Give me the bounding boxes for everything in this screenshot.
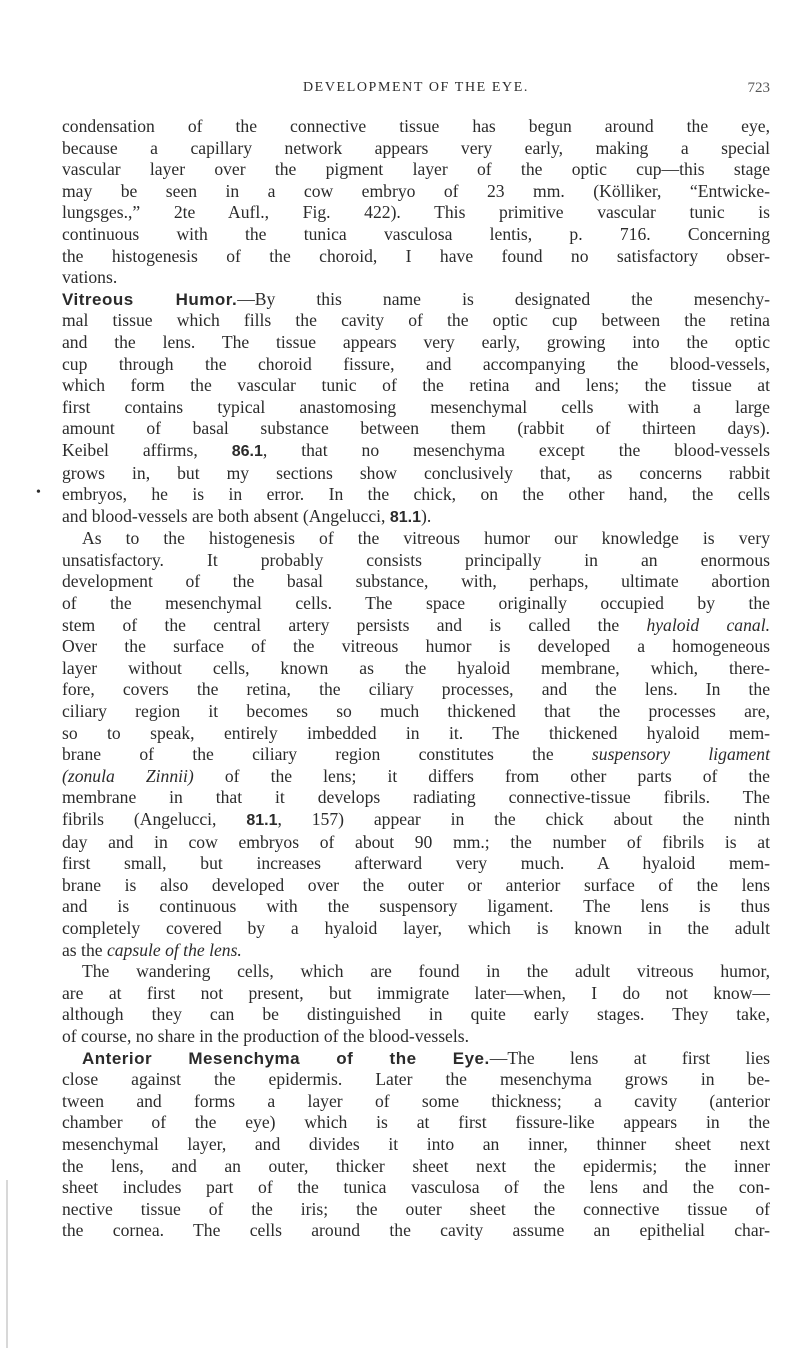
text-line: the cornea. The cells around the cavity assume an epithelial char- bbox=[62, 1220, 770, 1241]
book-page bbox=[62, 0, 770, 1242]
text-line: development of the basal substance, with, perhaps, ultimate abortion bbox=[62, 571, 770, 592]
text-line: mesenchymal layer, and divides it into an inner, thinner sheet next bbox=[62, 1133, 770, 1154]
text-line: and the lens. The tissue appears very early, growing into the optic bbox=[62, 331, 770, 352]
text-line: Vitreous Humor.—By this name is designated the mesenchy- bbox=[62, 288, 770, 309]
text-line: and blood-vessels are both absent (Angelucci, 81.1). bbox=[62, 505, 432, 526]
italic-term: suspensory ligament bbox=[591, 744, 770, 765]
paragraph-histogenesis bbox=[62, 528, 770, 961]
section-anterior-mesenchyma bbox=[62, 1048, 770, 1242]
text-line: cup through the choroid fissure, and accompanying the blood-vessels, bbox=[62, 353, 770, 374]
text-line: vascular layer over the pigment layer of the optic cup—this stage bbox=[62, 159, 770, 180]
paragraph-1 bbox=[62, 116, 770, 289]
text-line: fibrils (Angelucci, 81.1, 157) appear in the chick about the ninth bbox=[62, 809, 770, 829]
text-line: of the mesenchymal cells. The space originally occupied by the bbox=[62, 593, 770, 614]
text-line: condensation of the connective tissue has begun around the eye, bbox=[62, 116, 770, 136]
text-line: stem of the central artery persists and is called the hyaloid canal. bbox=[62, 614, 770, 635]
italic-term: hyaloid canal. bbox=[646, 614, 770, 635]
section-heading: Vitreous Humor. bbox=[62, 289, 238, 309]
text-line: brane is also developed over the outer or anterior surface of the lens bbox=[62, 874, 770, 895]
reference: 86.1 bbox=[231, 442, 263, 460]
text-line: so to speak, entirely imbedded in it. The thickened hyaloid mem- bbox=[62, 722, 770, 743]
section-heading: Anterior Mesenchyma of the Eye. bbox=[82, 1048, 490, 1068]
text-line: because a capillary network appears very early, making a special bbox=[62, 137, 770, 158]
text-line: of course, no share in the production of the blood-vessels. bbox=[62, 1025, 470, 1046]
page-header bbox=[62, 80, 770, 108]
text-line: close against the epidermis. Later the mesenchyma grows in be- bbox=[62, 1069, 770, 1090]
text-line: are at first not present, but immigrate later—when, I do not know— bbox=[62, 982, 770, 1003]
text-line: Over the surface of the vitreous humor is developed a homogeneous bbox=[62, 636, 770, 657]
text-line: grows in, but my sections show conclusively that, as concerns rabbit bbox=[62, 462, 770, 483]
text-line: mal tissue which fills the cavity of the optic cup between the retina bbox=[62, 310, 770, 331]
italic-term: capsule of the lens. bbox=[106, 939, 242, 960]
text-line: continuous with the tunica vasculosa lentis, p. 716. Concerning bbox=[62, 223, 770, 244]
text-line: chamber of the eye) which is at first fissure-like appears in the bbox=[62, 1112, 770, 1133]
text-line: although they can be distinguished in quite early stages. They take, bbox=[62, 1004, 770, 1025]
text-line: as the capsule of the lens. bbox=[62, 939, 242, 960]
page-number: 723 bbox=[747, 80, 770, 96]
text-line: membrane in that it develops radiating connective-tissue fibrils. The bbox=[62, 787, 770, 808]
text-line: (zonula Zinnii) of the lens; it differs from other parts of the bbox=[62, 765, 770, 786]
text-line: first contains typical anastomosing mesenchymal cells with a large bbox=[62, 396, 770, 417]
text-line: lungsges.,” 2te Aufl., Fig. 422). This primitive vascular tunic is bbox=[62, 202, 770, 223]
text-line: Anterior Mesenchyma of the Eye.—The lens at first lies bbox=[82, 1047, 770, 1068]
margin-bullet: • bbox=[36, 485, 41, 500]
text-line: the histogenesis of the choroid, I have found no satisfactory obser- bbox=[62, 245, 770, 266]
binding-edge bbox=[6, 1180, 8, 1348]
text-line: which form the vascular tunic of the retina and lens; the tissue at bbox=[62, 375, 770, 396]
paragraph-wandering-cells bbox=[62, 961, 770, 1047]
italic-term: (zonula Zinnii) bbox=[62, 765, 194, 786]
text-line: first small, but increases afterward very much. A hyaloid mem- bbox=[62, 853, 770, 874]
text-line: and is continuous with the suspensory ligament. The lens is thus bbox=[62, 896, 770, 917]
text-line: sheet includes part of the tunica vasculosa of the lens and the con- bbox=[62, 1177, 770, 1198]
text-line: layer without cells, known as the hyaloid membrane, which, there- bbox=[62, 657, 770, 678]
text-line: unsatisfactory. It probably consists principally in an enormous bbox=[62, 549, 770, 570]
text-line: embryos, he is in error. In the chick, on the other hand, the cells bbox=[62, 484, 770, 505]
reference: 81.1 bbox=[246, 812, 278, 829]
section-vitreous-humor bbox=[62, 289, 770, 529]
text-line: amount of basal substance between them (rabbit of thirteen days). bbox=[62, 418, 770, 439]
text-line: nective tissue of the iris; the outer sheet the connective tissue of bbox=[62, 1198, 770, 1219]
text-line: completely covered by a hyaloid layer, which is known in the adult bbox=[62, 917, 770, 938]
text-line: vations. bbox=[62, 267, 118, 288]
text-line: may be seen in a cow embryo of 23 mm. (Kölliker, “Entwicke- bbox=[62, 180, 770, 201]
text-line: ciliary region it becomes so much thickened that the processes are, bbox=[62, 701, 770, 722]
text-line: fore, covers the retina, the ciliary processes, and the lens. In the bbox=[62, 679, 770, 700]
text-line: tween and forms a layer of some thickness; a cavity (anterior bbox=[62, 1090, 770, 1111]
reference: 81.1 bbox=[389, 508, 421, 526]
text-line: brane of the ciliary region constitutes the suspensory ligament bbox=[62, 744, 770, 765]
text-line: As to the histogenesis of the vitreous humor our knowledge is very bbox=[82, 528, 770, 549]
running-title: DEVELOPMENT OF THE EYE. bbox=[302, 80, 530, 95]
text-line: Keibel affirms, 86.1, that no mesenchyma except the blood-vessels bbox=[62, 439, 770, 460]
text-line: day and in cow embryos of about 90 mm.; the number of fibrils is at bbox=[62, 831, 770, 852]
text-line: the lens, and an outer, thicker sheet next the epidermis; the inner bbox=[62, 1155, 770, 1176]
text-line: The wandering cells, which are found in the adult vitreous humor, bbox=[82, 961, 770, 982]
